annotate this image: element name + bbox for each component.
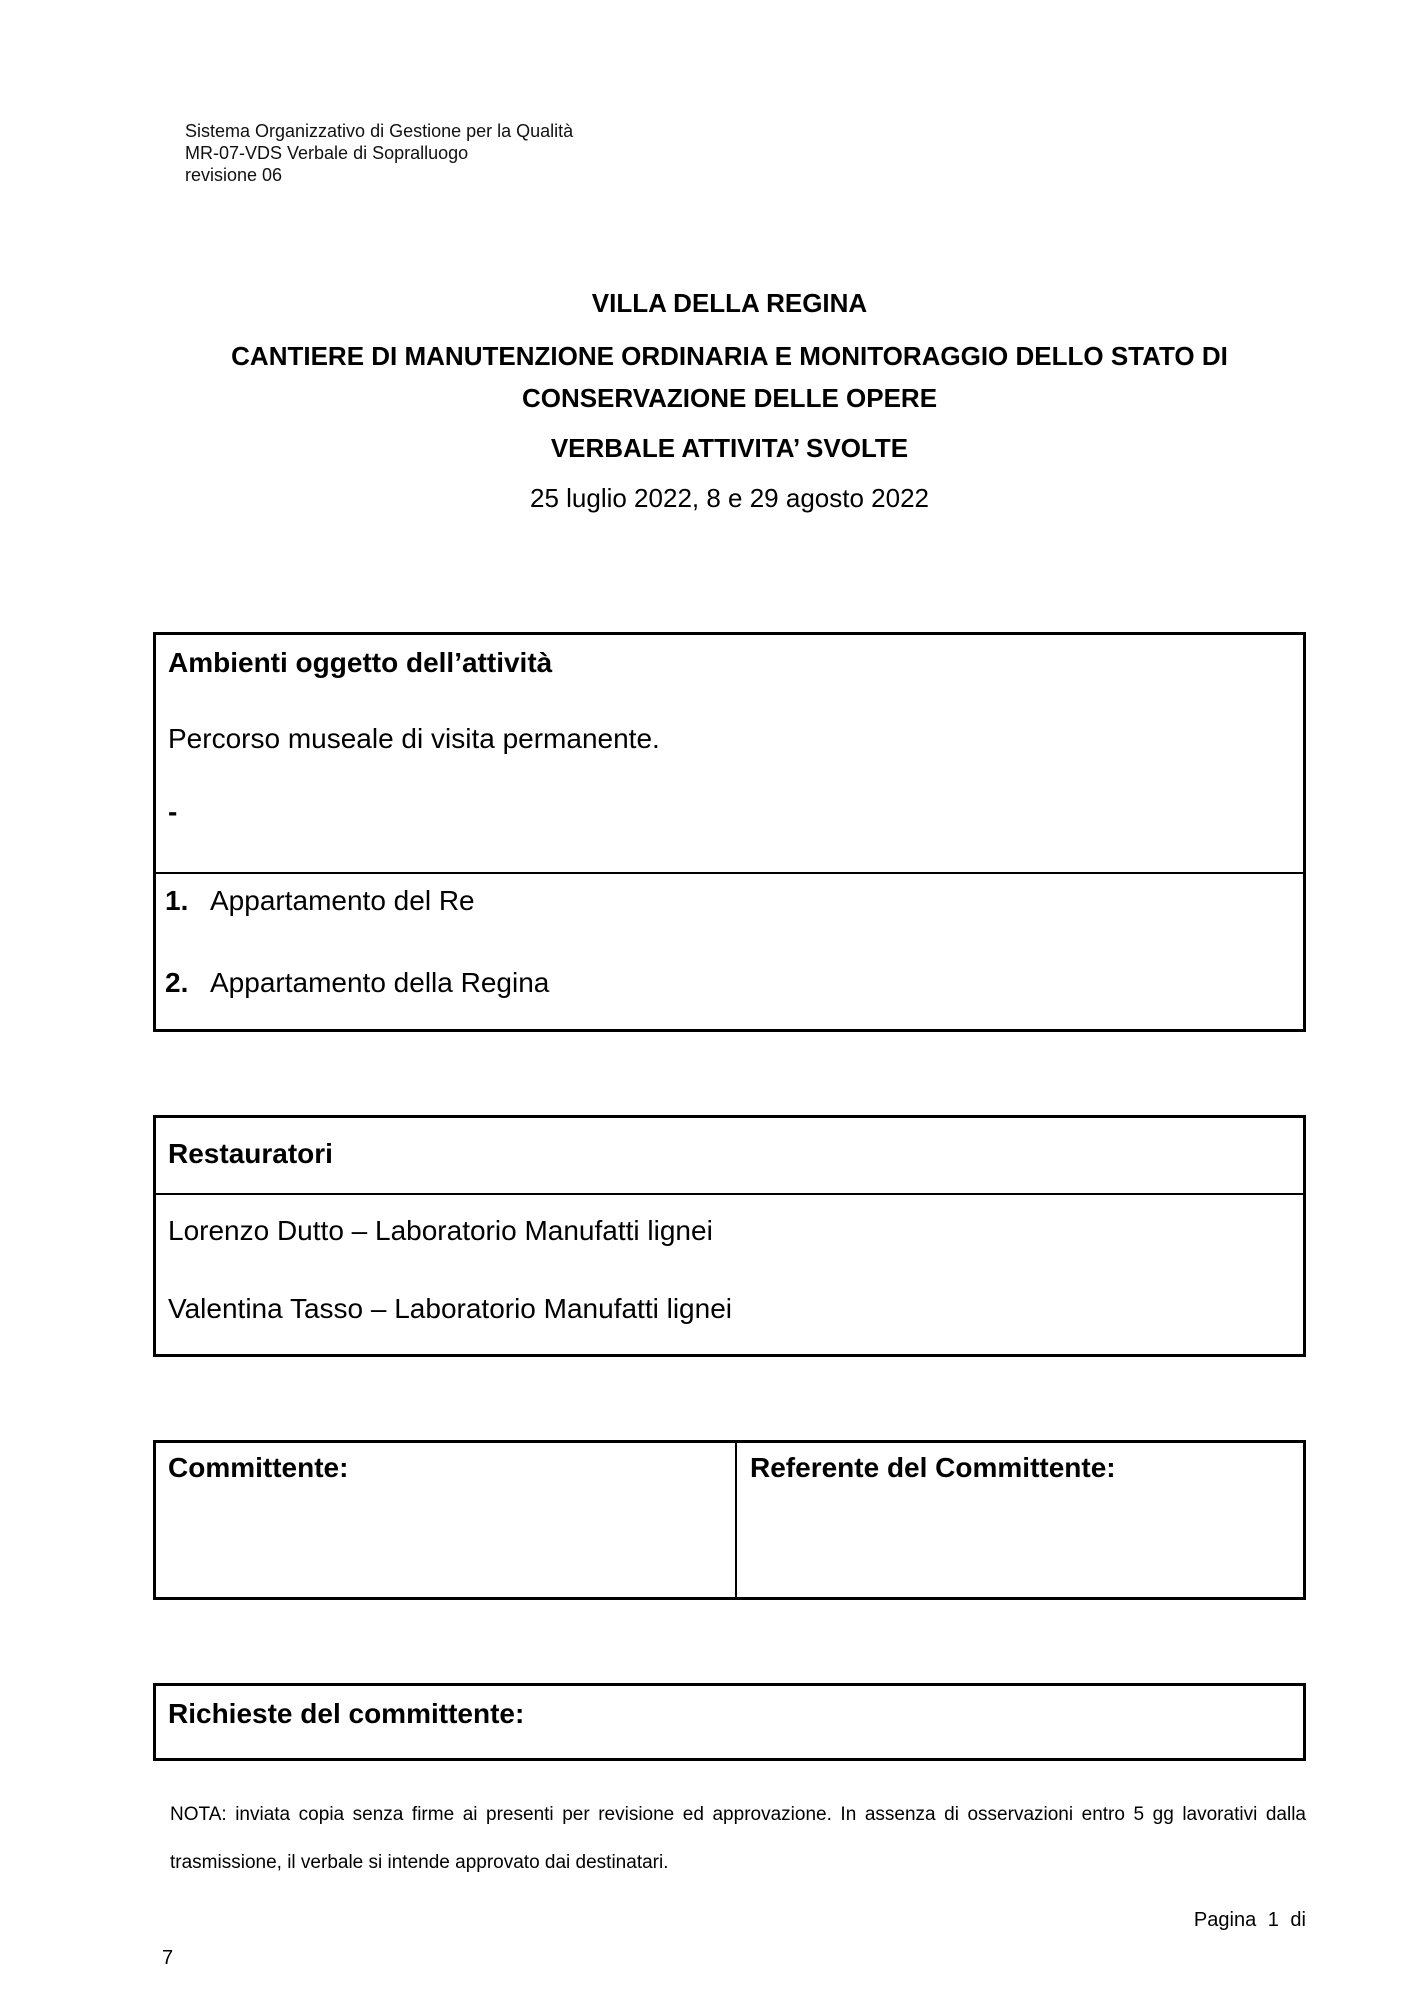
doc-header-quality-line: Sistema Organizzativo di Gestione per la Qualità <box>185 121 574 141</box>
doc-title: VILLA DELLA REGINA <box>591 288 868 318</box>
nota-line-2: trasmissione, il verbale si intende approvato dai destinatari. <box>170 1852 669 1873</box>
restauratori-header-cell <box>156 1118 1303 1195</box>
ambienti-dash: - <box>168 796 178 827</box>
referente-label: Referente del Committente: <box>750 1452 1116 1483</box>
activity-dates: 25 luglio 2022, 8 e 29 agosto 2022 <box>529 483 929 513</box>
restorer-row-1: Lorenzo Dutto – Laboratorio Manufatti lignei <box>168 1215 713 1246</box>
page-total: 7 <box>162 1947 174 1969</box>
restorer-row-2: Valentina Tasso – Laboratorio Manufatti lignei <box>168 1293 732 1324</box>
ambienti-list-cell <box>156 874 1303 1027</box>
ambienti-top-cell <box>156 635 1303 874</box>
restauratori-heading: Restauratori <box>168 1138 333 1169</box>
list-item-1-label: Appartamento del Re <box>210 885 475 916</box>
committente-box <box>153 1440 1306 1600</box>
doc-header <box>185 120 573 186</box>
nota-line-1: NOTA: inviata copia senza firme ai presenti per revisione ed approvazione. In assenza di osservazioni entro 5 gg lavorativi dalla <box>170 1804 1306 1825</box>
doc-subtitle: CANTIERE DI MANUTENZIONE ORDINARIA E MONITORAGGIO DELLO STATO DI CONSERVAZIONE DELLE OPERE <box>231 341 1228 413</box>
referente-cell <box>737 1443 1303 1597</box>
ambienti-box <box>153 632 1306 1032</box>
verbale-heading: VERBALE ATTIVITA’ SVOLTE <box>550 433 909 463</box>
list-item-1 <box>165 884 475 918</box>
list-item-1-number: 1. <box>165 885 189 916</box>
restauratori-box <box>153 1115 1306 1357</box>
richieste-heading: Richieste del committente: <box>168 1698 525 1729</box>
page-number-prefix: Pagina 1 di <box>1193 1909 1306 1931</box>
doc-header-code-line: MR-07-VDS Verbale di Sopralluogo <box>185 143 469 163</box>
richieste-cell <box>156 1686 1303 1758</box>
ambienti-heading: Ambienti oggetto dell’attività <box>168 647 553 678</box>
doc-header-revision-line: revisione 06 <box>185 165 283 185</box>
committente-cell <box>156 1443 737 1597</box>
committente-label: Committente: <box>168 1452 349 1483</box>
list-item-2 <box>165 966 549 1000</box>
richieste-box <box>153 1683 1306 1761</box>
ambienti-body-text: Percorso museale di visita permanente. <box>168 723 660 754</box>
restauratori-list-cell <box>156 1195 1303 1352</box>
list-item-2-number: 2. <box>165 967 189 998</box>
list-item-2-label: Appartamento della Regina <box>210 967 550 998</box>
